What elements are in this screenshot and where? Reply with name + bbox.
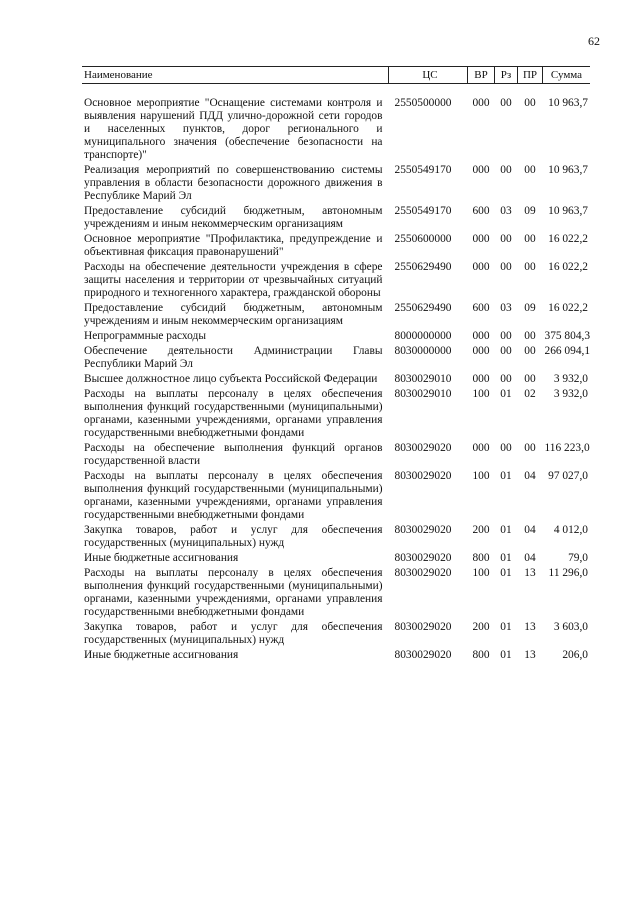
row-sum-cell: 97 027,0 <box>548 470 588 482</box>
row-name-cell: Закупка товаров, работ и услуг для обеспечения государственных (муниципальных) нужд <box>84 524 383 549</box>
table-body <box>82 84 590 665</box>
row-vr-cell: 100 <box>472 567 490 579</box>
row-cs-cell: 2550549170 <box>394 164 452 176</box>
row-cs-cell: 8000000000 <box>394 330 452 342</box>
row-rz-cell: 00 <box>500 330 512 342</box>
row-pr-cell: 00 <box>524 164 536 176</box>
row-sum-cell: 4 012,0 <box>553 524 588 536</box>
row-cs-cell: 2550629490 <box>394 261 452 273</box>
table-row <box>82 302 590 330</box>
row-sum-cell: 3 932,0 <box>553 388 588 400</box>
row-cs-cell: 8030000000 <box>394 345 452 357</box>
row-vr-cell: 600 <box>472 205 490 217</box>
row-cs-cell: 2550600000 <box>394 233 452 245</box>
header-cs: ЦС <box>389 67 468 84</box>
row-cs-cell: 8030029010 <box>394 388 452 400</box>
row-vr-cell: 100 <box>472 470 490 482</box>
row-sum-cell: 10 963,7 <box>548 164 588 176</box>
table-row <box>82 345 590 373</box>
row-pr-cell: 13 <box>524 649 536 661</box>
row-vr-cell: 000 <box>472 97 490 109</box>
row-sum-cell: 10 963,7 <box>548 205 588 217</box>
row-cs-cell: 8030029020 <box>394 552 452 564</box>
row-rz-cell: 01 <box>500 388 512 400</box>
row-rz-cell: 00 <box>500 164 512 176</box>
row-pr-cell: 00 <box>524 233 536 245</box>
row-name-cell: Реализация мероприятий по совершенствованию системы управления в области безопасности дорожного движения в Республике Марий Эл <box>84 164 383 202</box>
row-name-cell: Расходы на обеспечение деятельности учреждения в сфере защиты населения и территории от чрезвычайных ситуаций природного и техногенного характера, гражданской обороны <box>84 261 383 299</box>
row-name-cell: Расходы на обеспечение выполнения функций органов государственной власти <box>84 442 383 467</box>
row-name-cell: Расходы на выплаты персоналу в целях обеспечения выполнения функций государственными (муниципальными) органами, казенными учреждениями, органами управления государственными внебюджетными фондами <box>84 567 383 618</box>
row-pr-cell: 09 <box>524 302 536 314</box>
table-row <box>82 388 590 442</box>
row-vr-cell: 000 <box>472 261 490 273</box>
row-rz-cell: 00 <box>500 261 512 273</box>
row-rz-cell: 01 <box>500 524 512 536</box>
row-pr-cell: 04 <box>524 524 536 536</box>
row-sum-cell: 11 296,0 <box>548 567 588 579</box>
table-row <box>82 205 590 233</box>
page-number: 62 <box>588 34 600 48</box>
header-row <box>82 67 590 84</box>
row-pr-cell: 00 <box>524 261 536 273</box>
row-vr-cell: 000 <box>472 233 490 245</box>
row-cs-cell: 8030029020 <box>394 442 452 454</box>
row-sum-cell: 375 804,3 <box>544 330 591 342</box>
row-vr-cell: 000 <box>472 330 490 342</box>
row-rz-cell: 03 <box>500 205 512 217</box>
row-rz-cell: 01 <box>500 470 512 482</box>
row-vr-cell: 000 <box>472 164 490 176</box>
row-cs-cell: 2550629490 <box>394 302 452 314</box>
row-cs-cell: 8030029020 <box>394 621 452 633</box>
budget-table <box>82 66 590 664</box>
row-sum-cell: 16 022,2 <box>548 261 588 273</box>
table-row <box>82 330 590 345</box>
row-cs-cell: 8030029020 <box>394 524 452 536</box>
row-sum-cell: 206,0 <box>562 649 588 661</box>
row-sum-cell: 16 022,2 <box>548 233 588 245</box>
row-pr-cell: 00 <box>524 442 536 454</box>
row-name-cell: Обеспечение деятельности Администрации Главы Республики Марий Эл <box>84 345 383 370</box>
row-vr-cell: 600 <box>472 302 490 314</box>
table-row <box>82 470 590 524</box>
row-name-cell: Иные бюджетные ассигнования <box>84 552 239 564</box>
row-name-cell: Расходы на выплаты персоналу в целях обеспечения выполнения функций государственными (муниципальными) органами, казенными учреждениями, органами управления государственными внебюджетными фондами <box>84 388 383 439</box>
row-vr-cell: 200 <box>472 621 490 633</box>
row-sum-cell: 116 223,0 <box>544 442 590 454</box>
row-pr-cell: 02 <box>524 388 536 400</box>
row-rz-cell: 00 <box>500 373 512 385</box>
row-vr-cell: 800 <box>472 552 490 564</box>
row-vr-cell: 200 <box>472 524 490 536</box>
row-cs-cell: 8030029020 <box>394 649 452 661</box>
header-name: Наименование <box>82 67 389 84</box>
row-sum-cell: 266 094,1 <box>544 345 591 357</box>
row-vr-cell: 000 <box>472 373 490 385</box>
header-rz: Рз <box>495 67 518 84</box>
row-pr-cell: 04 <box>524 552 536 564</box>
row-name-cell: Предоставление субсидий бюджетным, автономным учреждениям и иным некоммерческим организациям <box>84 302 383 327</box>
table-row <box>82 621 590 649</box>
table-row <box>82 442 590 470</box>
row-pr-cell: 00 <box>524 345 536 357</box>
row-name-cell: Непрограммные расходы <box>84 330 206 342</box>
row-cs-cell: 8030029020 <box>394 567 452 579</box>
row-pr-cell: 00 <box>524 373 536 385</box>
table-row <box>82 552 590 567</box>
row-sum-cell: 16 022,2 <box>548 302 588 314</box>
table-row <box>82 373 590 388</box>
row-rz-cell: 00 <box>500 233 512 245</box>
row-sum-cell: 79,0 <box>568 552 588 564</box>
row-name-cell: Расходы на выплаты персоналу в целях обеспечения выполнения функций государственными (муниципальными) органами, казенными учреждениями, органами управления государственными внебюджетными фондами <box>84 470 383 521</box>
table-header <box>82 67 590 84</box>
row-rz-cell: 01 <box>500 621 512 633</box>
row-name-cell: Основное мероприятие "Профилактика, предупреждение и объективная фиксация правонарушений" <box>84 233 383 258</box>
row-cs-cell: 2550500000 <box>394 97 452 109</box>
row-vr-cell: 100 <box>472 388 490 400</box>
table-row <box>82 649 590 664</box>
row-pr-cell: 13 <box>524 567 536 579</box>
row-name-cell: Предоставление субсидий бюджетным, автономным учреждениям и иным некоммерческим организациям <box>84 205 383 230</box>
row-pr-cell: 00 <box>524 97 536 109</box>
row-vr-cell: 800 <box>472 649 490 661</box>
table-row <box>82 567 590 621</box>
row-vr-cell: 000 <box>472 345 490 357</box>
row-rz-cell: 00 <box>500 442 512 454</box>
row-pr-cell: 00 <box>524 330 536 342</box>
row-pr-cell: 04 <box>524 470 536 482</box>
row-sum-cell: 3 932,0 <box>553 373 588 385</box>
row-cs-cell: 8030029020 <box>394 470 452 482</box>
row-pr-cell: 09 <box>524 205 536 217</box>
row-vr-cell: 000 <box>472 442 490 454</box>
row-cs-cell: 8030029010 <box>394 373 452 385</box>
header-pr: ПР <box>518 67 543 84</box>
row-cs-cell: 2550549170 <box>394 205 452 217</box>
table-row <box>82 524 590 552</box>
row-rz-cell: 03 <box>500 302 512 314</box>
row-rz-cell: 01 <box>500 567 512 579</box>
row-rz-cell: 00 <box>500 345 512 357</box>
table-row <box>82 261 590 302</box>
row-sum-cell: 3 603,0 <box>553 621 588 633</box>
row-rz-cell: 01 <box>500 649 512 661</box>
table-row <box>82 84 590 165</box>
header-sum: Сумма <box>543 67 591 84</box>
row-sum-cell: 10 963,7 <box>548 97 588 109</box>
row-name-cell: Основное мероприятие "Оснащение системами контроля и выявления нарушений ПДД улично-дорожной сети городов и населенных пунктов, дорог регионального и муниципального значения (обеспечение безопасности на транспорте)" <box>84 97 383 161</box>
table-row <box>82 164 590 205</box>
row-rz-cell: 01 <box>500 552 512 564</box>
row-name-cell: Закупка товаров, работ и услуг для обеспечения государственных (муниципальных) нужд <box>84 621 383 646</box>
row-rz-cell: 00 <box>500 97 512 109</box>
table-row <box>82 233 590 261</box>
row-name-cell: Иные бюджетные ассигнования <box>84 649 239 661</box>
row-pr-cell: 13 <box>524 621 536 633</box>
row-name-cell: Высшее должностное лицо субъекта Российской Федерации <box>84 373 378 385</box>
header-vr: ВР <box>468 67 495 84</box>
